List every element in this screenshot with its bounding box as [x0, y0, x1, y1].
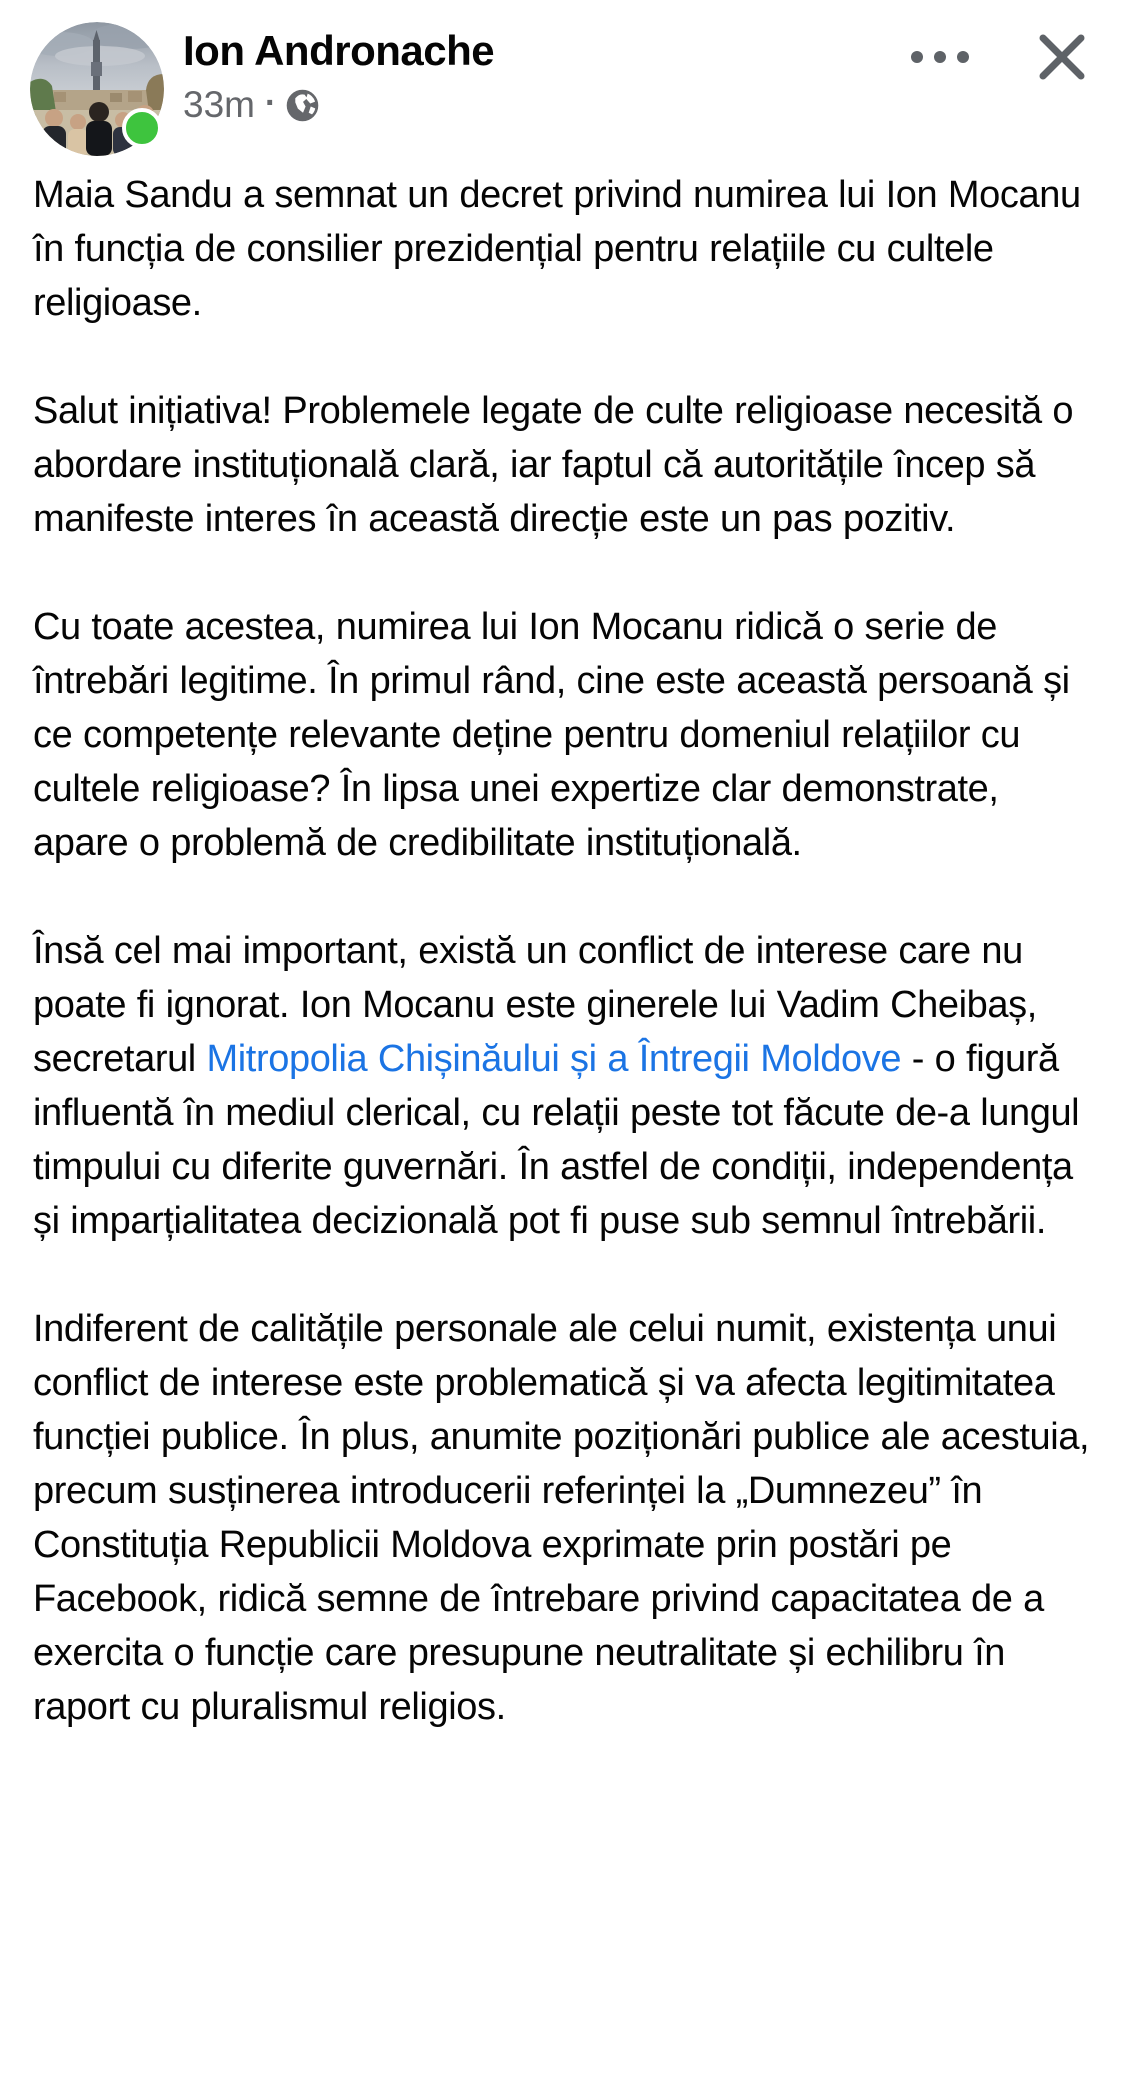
post-paragraph: Maia Sandu a semnat un decret privind numirea lui Ion Mocanu în funcția de consilier prezidențial pentru relațiile cu cultele religioase. — [33, 174, 1081, 324]
post-meta — [183, 84, 494, 126]
close-button[interactable] — [1027, 22, 1097, 92]
timestamp: 33m — [183, 84, 255, 125]
post-header — [0, 0, 1125, 156]
post-paragraph: Cu toate acestea, numirea lui Ion Mocanu ridică o serie de întrebări legitime. În primul rând, cine este această persoană și ce competențe relevante deține pentru domeniul relațiilor cu cultele religioase? În lipsa unei expertize clar demonstrate, apare o problemă de credibilitate instituțională. — [33, 606, 1070, 864]
post-paragraph — [33, 924, 1091, 1248]
post-paragraph: Indiferent de calitățile personale ale celui numit, existența unui conflict de interese este problematică și va afecta legitimitatea funcției publice. În plus, anumite poziționări publice ale acestuia, precum susținerea introducerii referinței la „Dumnezeu” în Constituția Republicii Moldova exprimate prin postări pe Facebook, ridică semne de întrebare privind capacitatea de a exercita o funcție care presupune neutralitate și echilibru în raport cu pluralismul religios. — [33, 1308, 1090, 1728]
more-options-button[interactable] — [895, 22, 985, 92]
author-block — [183, 26, 494, 126]
paragraph-text: Însă cel mai important, există un conflict de interese care nu poate fi ignorat. Ion Mocanu este ginerele lui Vadim Cheibaș, secretarul — [33, 930, 1037, 1080]
globe-icon — [286, 89, 319, 122]
post-body — [0, 156, 1125, 1734]
paragraph-text: - o figură influentă în mediul clerical, cu relații peste tot făcute de-a lungul timpului cu diferite guvernări. În astfel de condiții, independența și imparțialitatea decizională pot fi puse sub semnul întrebării. — [33, 1038, 1080, 1242]
mitropolia-link[interactable]: Mitropolia Chișinăului și a Întregii Moldove — [206, 1038, 902, 1080]
meta-separator: · — [264, 84, 277, 122]
post-paragraph: Salut inițiativa! Problemele legate de culte religioase necesită o abordare instituțională clară, iar faptul că autoritățile încep să manifeste interes în această direcție este un pas pozitiv. — [33, 390, 1074, 540]
header-actions — [895, 22, 1097, 92]
author-name[interactable]: Ion Andronache — [183, 27, 495, 74]
active-status-dot — [122, 108, 162, 148]
avatar[interactable] — [30, 22, 164, 156]
close-icon — [1035, 30, 1089, 84]
ellipsis-icon — [910, 50, 970, 64]
